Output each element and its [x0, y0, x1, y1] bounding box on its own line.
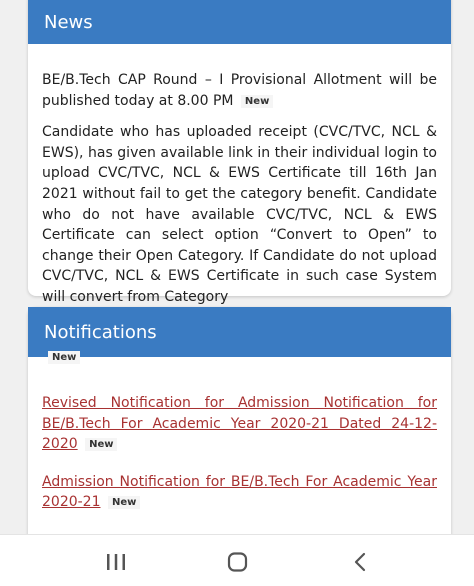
news-header	[28, 0, 451, 44]
recent-apps-icon[interactable]	[104, 551, 128, 573]
system-navigation-bar	[0, 534, 474, 586]
notifications-title: Notifications	[44, 321, 157, 343]
notification-link[interactable]: Revised Notification for Admission Notification for BE/B.Tech For Academic Year 2020-21 Dated 24-12-2020	[42, 395, 437, 453]
new-badge: New	[48, 351, 80, 364]
notification-item	[42, 393, 437, 455]
news-item-text: BE/B.Tech CAP Round – I Provisional Allotment will be published today at 8.00 PM	[42, 72, 437, 109]
notifications-body[interactable]	[28, 352, 451, 552]
home-icon[interactable]	[226, 551, 250, 573]
news-body[interactable]	[28, 44, 451, 305]
notification-item	[42, 472, 437, 513]
notification-link[interactable]: Admission Notification for BE/B.Tech For Academic Year 2020-21	[42, 473, 437, 511]
notifications-card	[28, 307, 451, 552]
new-badge: New	[108, 496, 140, 509]
new-badge: New	[241, 95, 273, 108]
news-item	[42, 70, 437, 111]
new-badge: New	[85, 438, 117, 451]
news-card	[28, 0, 451, 305]
news-item-text: Candidate who has uploaded receipt (CVC/TVC, NCL & EWS), has given available link in their individual login to upload CVC/TVC, NCL & EWS Certificate till 16th Jan 2021 without fail to get the category benefit. Candidate who do not have available CVC/TVC, NCL & EWS Certificate can select option “Convert to Open” to change their Open Category. If Candidate do not upload CVC/TVC, NCL & EWS Certificate in such case System will convert from Category	[42, 124, 437, 305]
back-icon[interactable]	[350, 551, 374, 573]
notifications-header	[28, 307, 451, 357]
news-title: News	[44, 11, 93, 33]
news-item	[42, 122, 437, 307]
notifications-list	[42, 357, 437, 513]
